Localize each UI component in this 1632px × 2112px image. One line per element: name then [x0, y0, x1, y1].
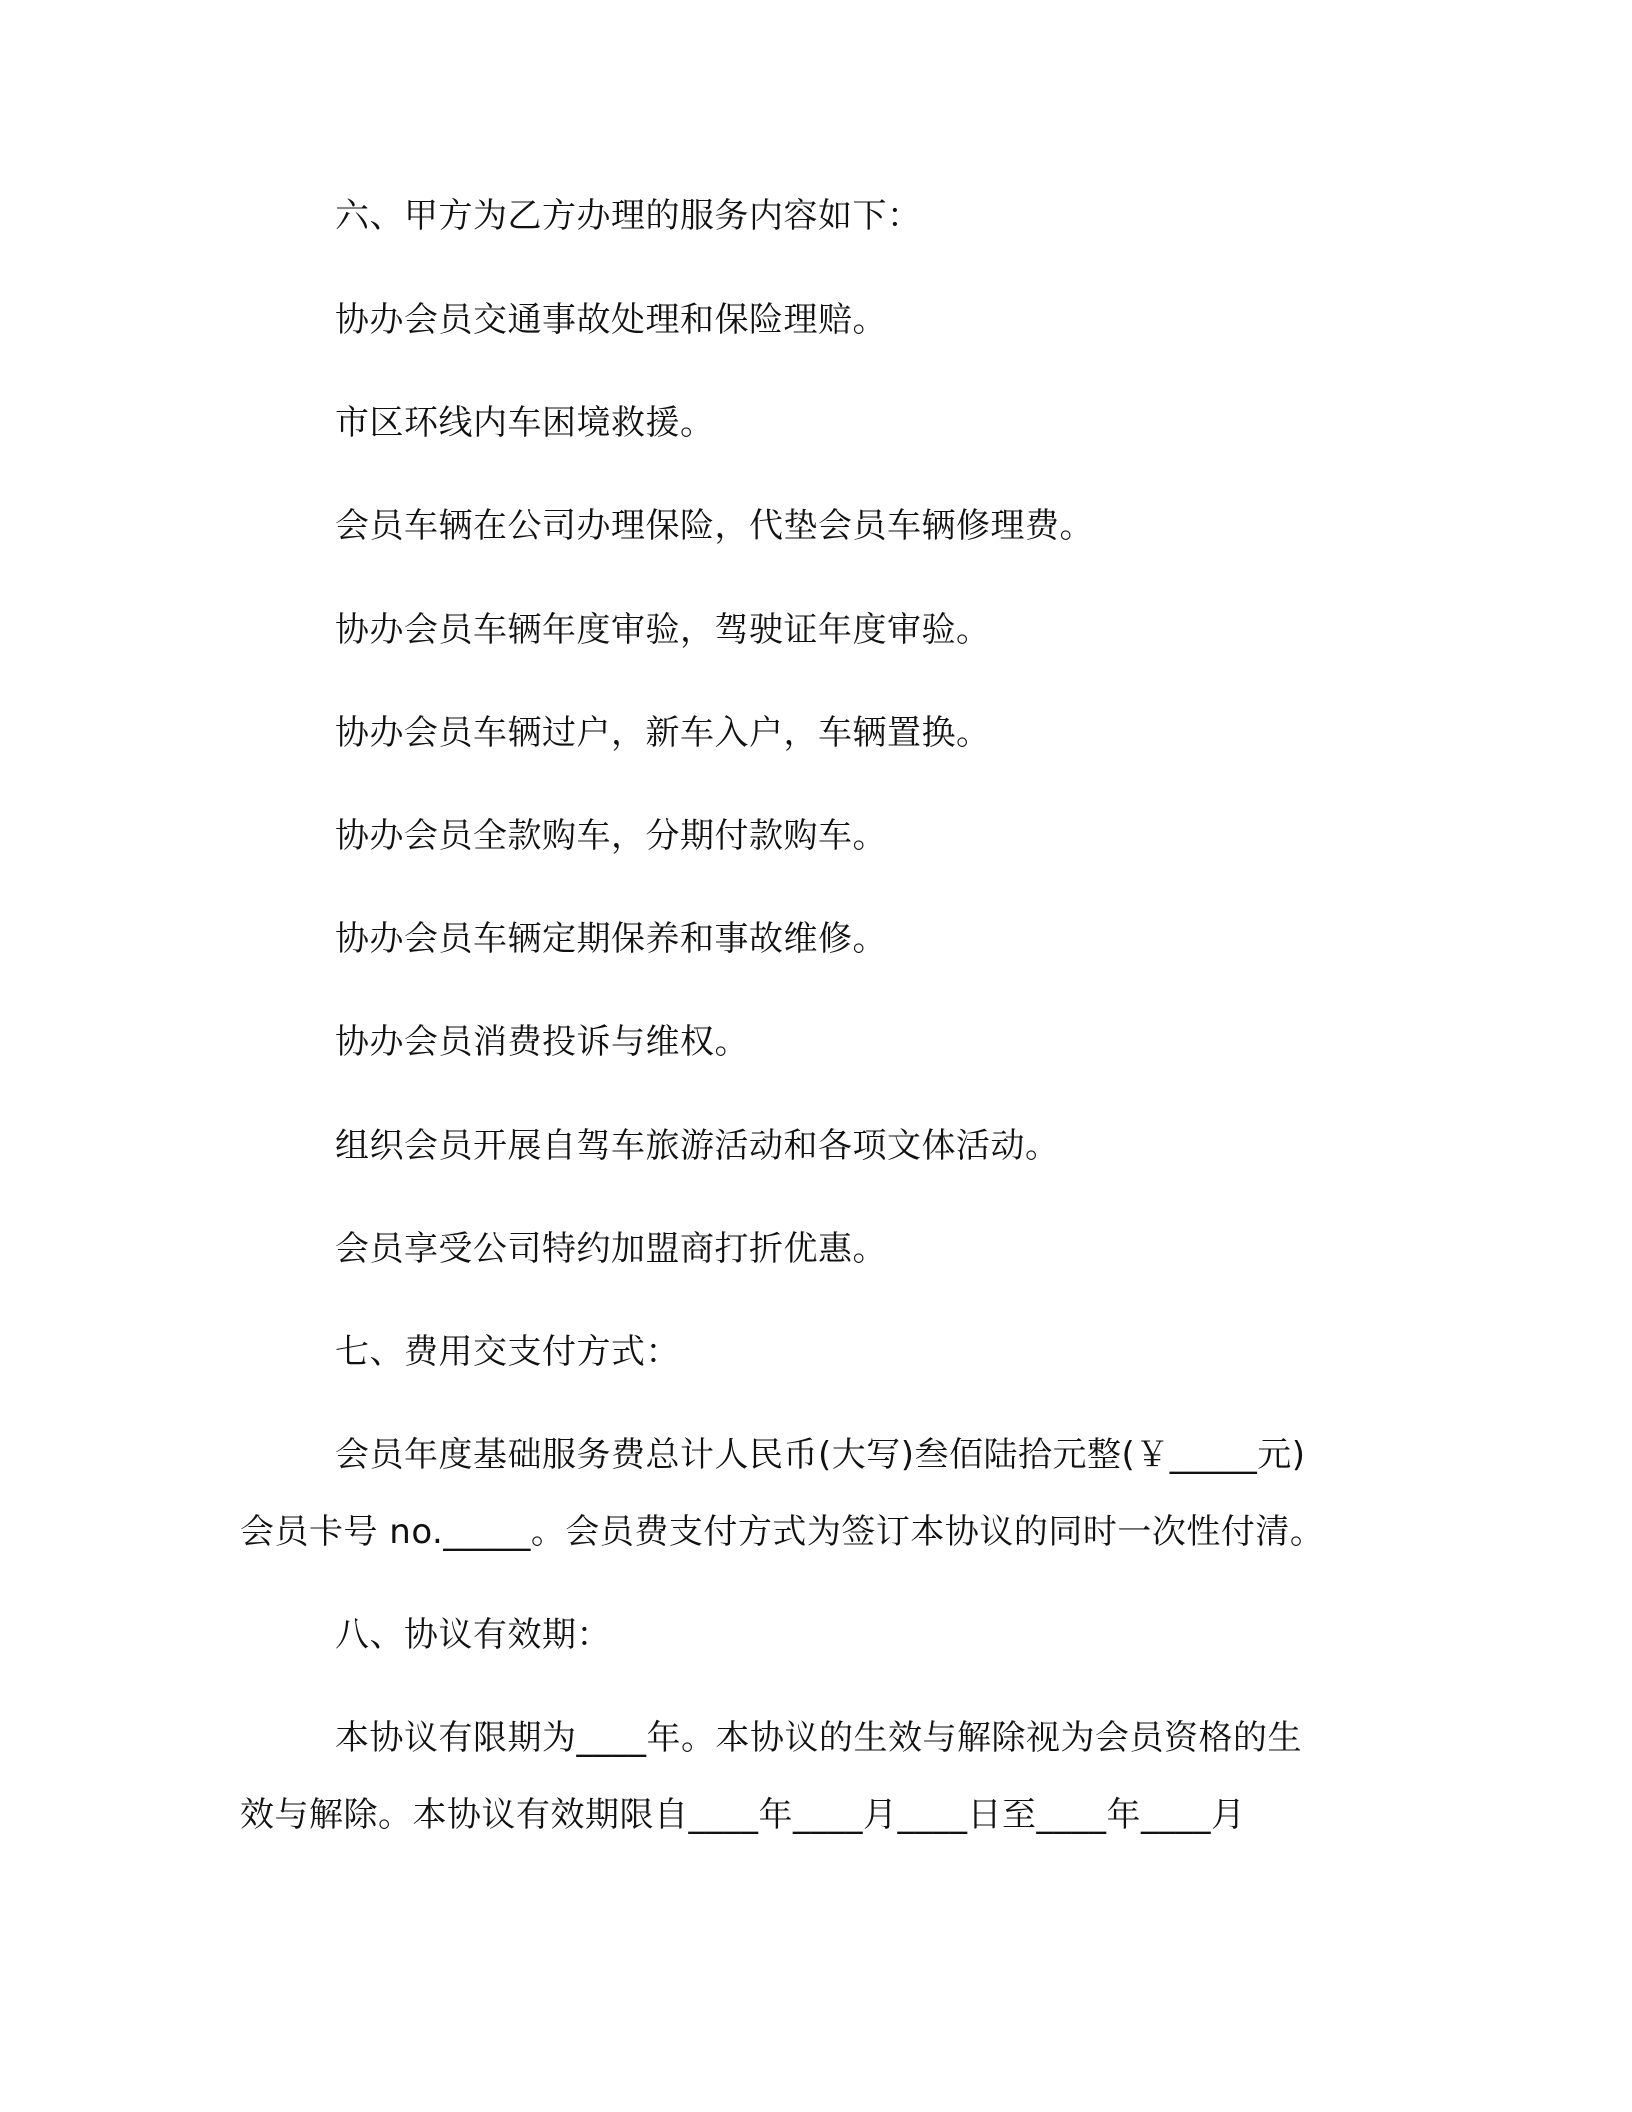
service-item: 协办会员车辆过户，新车入户，车辆置换。	[335, 713, 991, 753]
section7-heading: 七、费用交支付方式：	[335, 1332, 680, 1372]
service-item: 协办会员全款购车，分期付款购车。	[335, 816, 887, 856]
service-item: 协办会员车辆年度审验，驾驶证年度审验。	[335, 610, 991, 650]
term-paragraph-line-2: 效与解除。本协议有效期限自____年____月____日至____年____月	[240, 1795, 1246, 1835]
fee-paragraph-line-2: 会员卡号 no._____。会员费支付方式为签订本协议的同时一次性付清。	[240, 1512, 1325, 1552]
service-item: 协办会员消费投诉与维权。	[335, 1022, 749, 1062]
service-item: 会员享受公司特约加盟商打折优惠。	[335, 1229, 887, 1269]
service-item: 协办会员车辆定期保养和事故维修。	[335, 919, 887, 959]
service-item: 协办会员交通事故处理和保险理赔。	[335, 300, 887, 340]
service-item: 市区环线内车困境救援。	[335, 403, 715, 443]
section8-heading: 八、协议有效期：	[335, 1615, 611, 1655]
service-item: 会员车辆在公司办理保险，代垫会员车辆修理费。	[335, 506, 1094, 546]
section6-heading: 六、甲方为乙方办理的服务内容如下：	[335, 196, 922, 236]
fee-paragraph-line-1: 会员年度基础服务费总计人民币(大写)叁佰陆拾元整(￥_____元)	[335, 1435, 1306, 1475]
term-paragraph-line-1: 本协议有限期为____年。本协议的生效与解除视为会员资格的生	[335, 1718, 1302, 1758]
service-item: 组织会员开展自驾车旅游活动和各项文体活动。	[335, 1126, 1060, 1166]
